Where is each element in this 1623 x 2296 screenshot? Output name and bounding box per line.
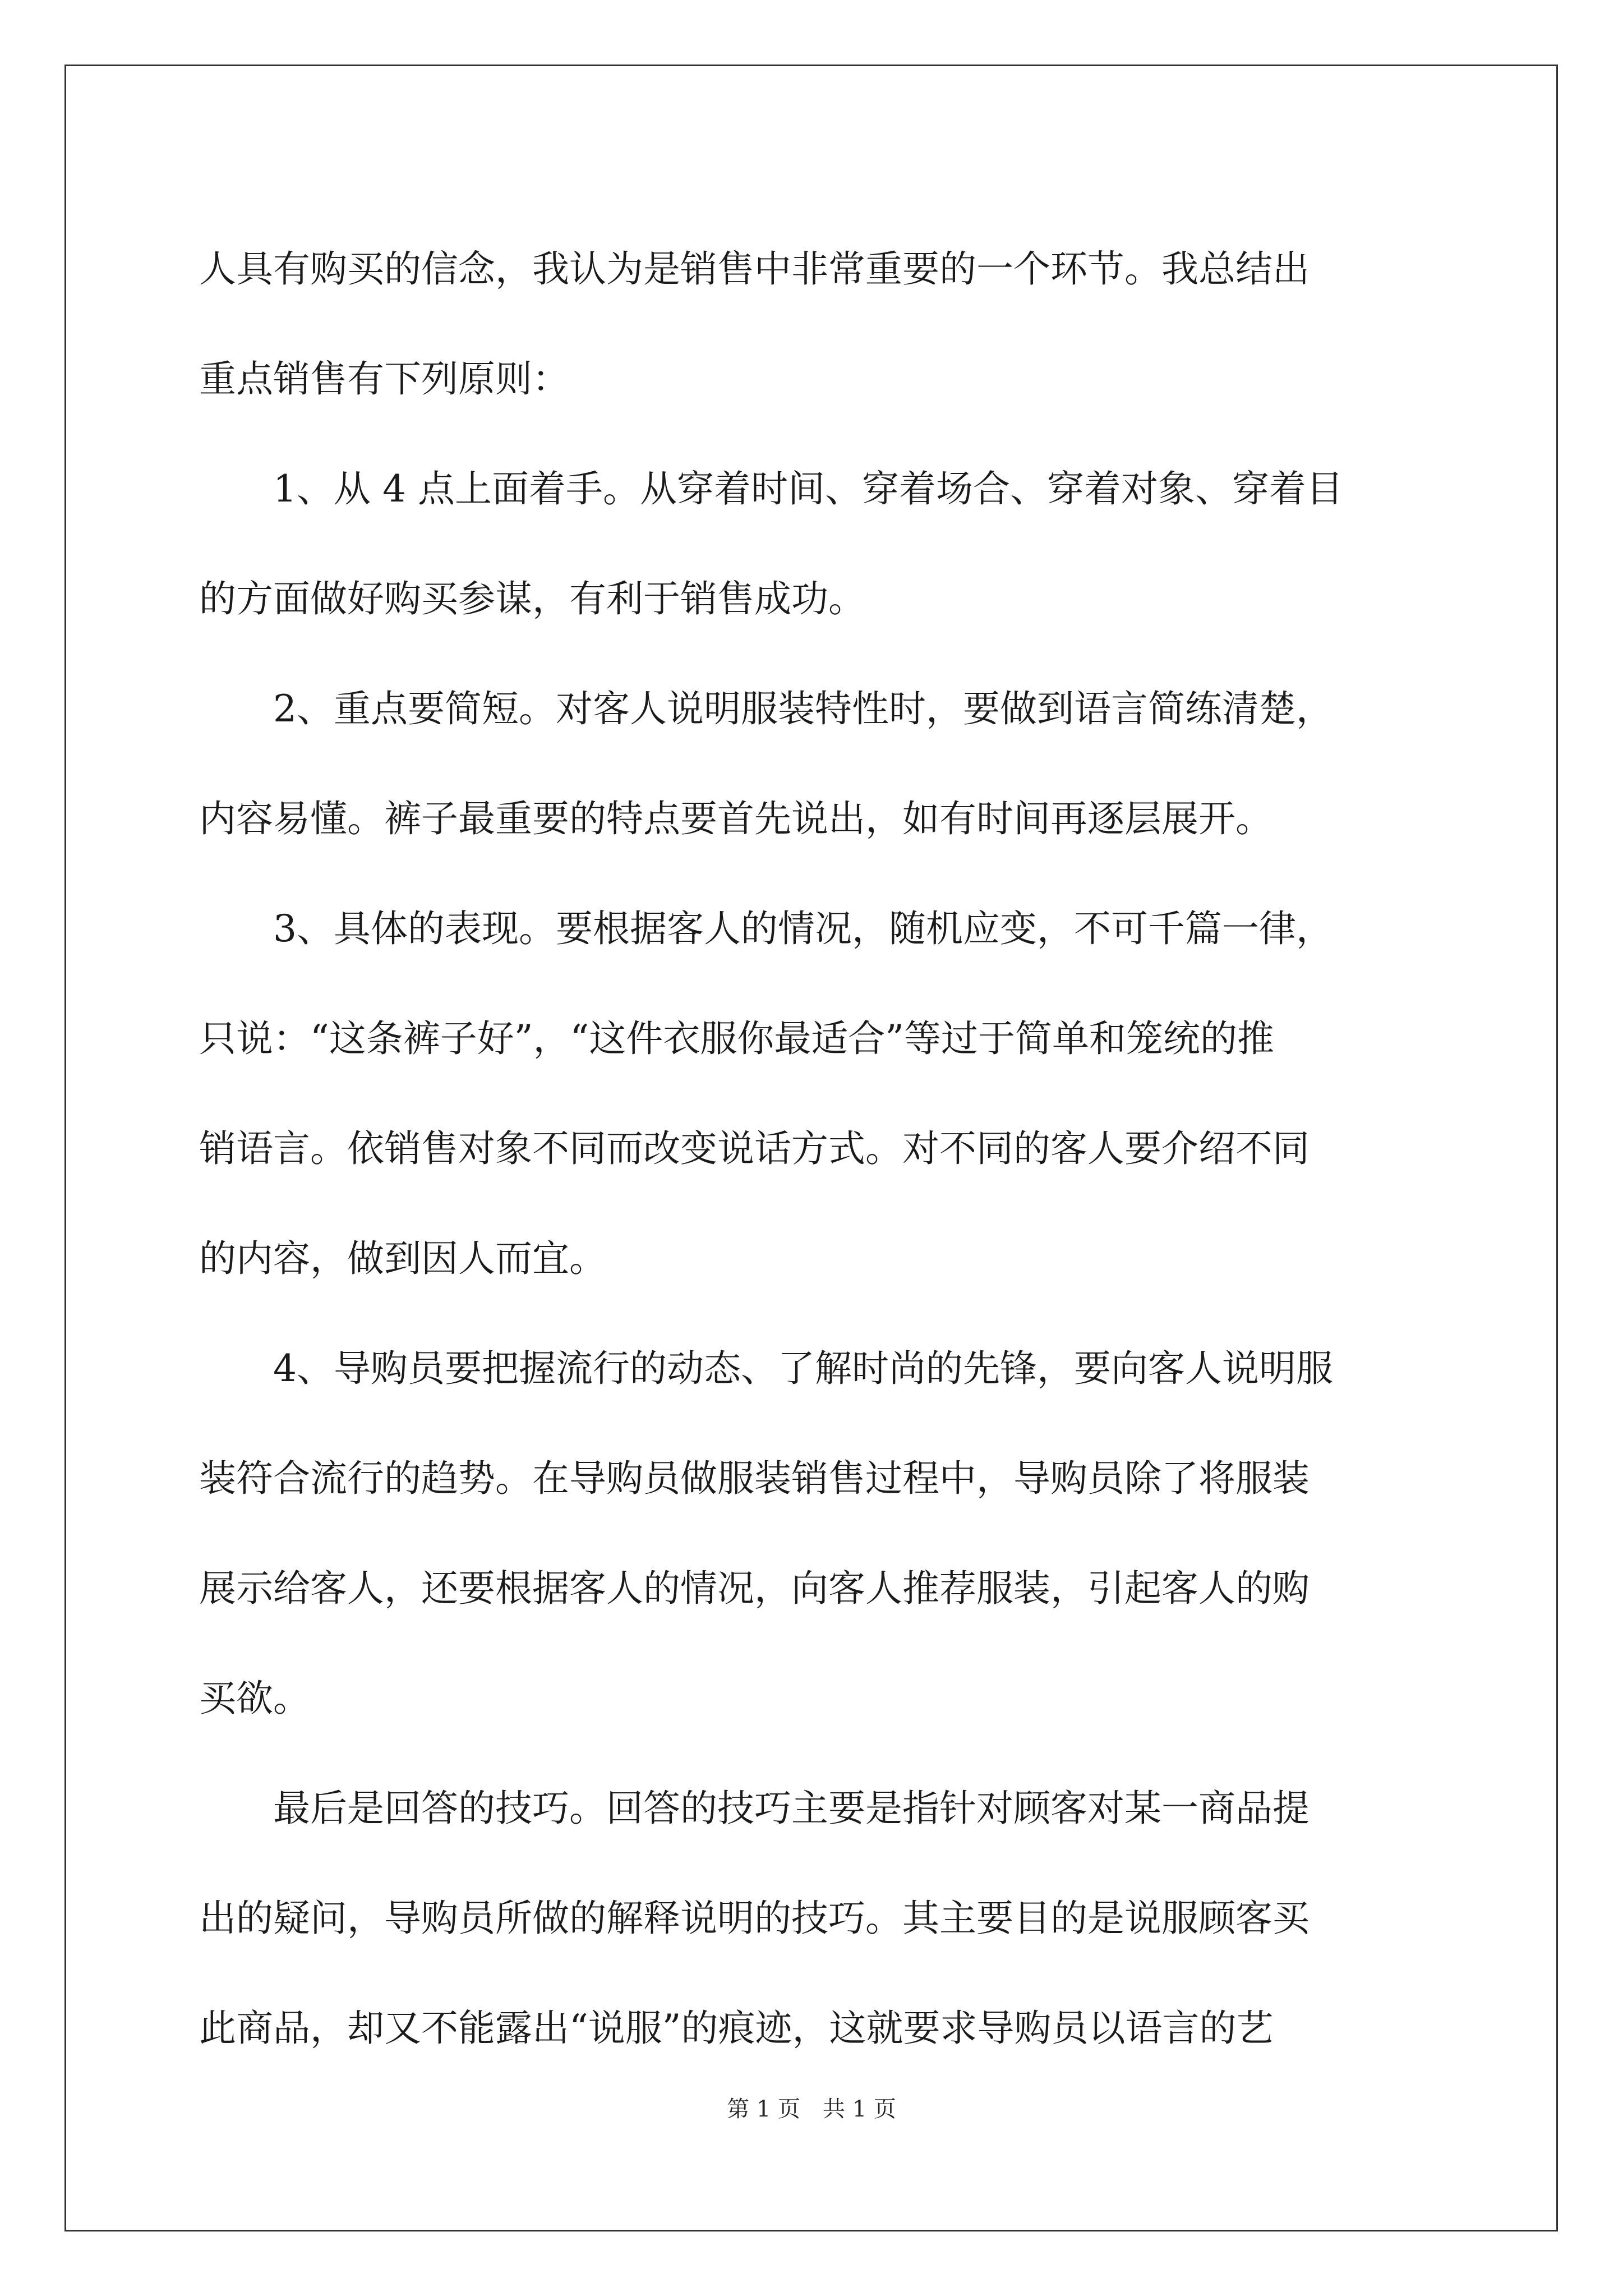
text-line: 只说：“这条裤子好”，“这件衣服你最适合”等过于简单和笼统的推 xyxy=(199,1017,1274,1060)
text-line: 4、导购员要把握流行的动态、了解时尚的先锋，要向客人说明服 xyxy=(199,1347,1333,1390)
text-line: 出的疑问，导购员所做的解释说明的技巧。其主要目的是说服顾客买 xyxy=(199,1897,1310,1940)
text-line: 人具有购买的信念，我认为是销售中非常重要的一个环节。我总结出 xyxy=(199,247,1310,291)
text-line: 的内容，做到因人而宜。 xyxy=(199,1237,606,1280)
text-line: 的方面做好购买参谋，有利于销售成功。 xyxy=(199,577,865,620)
text-line: 3、具体的表现。要根据客人的情况，随机应变，不可千篇一律， xyxy=(199,907,1333,950)
text-line: 2、重点要简短。对客人说明服装特性时，要做到语言简练清楚， xyxy=(199,687,1333,730)
text-line: 装符合流行的趋势。在导购员做服装销售过程中，导购员除了将服装 xyxy=(199,1457,1310,1500)
page-footer: 第 1 页 共 1 页 xyxy=(727,2096,896,2122)
text-line: 此商品，却又不能露出“说服”的痕迹，这就要求导购员以语言的艺 xyxy=(199,2007,1274,2050)
text-line: 最后是回答的技巧。回答的技巧主要是指针对顾客对某一商品提 xyxy=(199,1787,1310,1830)
document-body xyxy=(199,214,1450,2083)
text-line: 买欲。 xyxy=(199,1677,310,1720)
text-line: 内容易懂。裤子最重要的特点要首先说出，如有时间再逐层展开。 xyxy=(199,797,1272,840)
text-line: 销语言。依销售对象不同而改变说话方式。对不同的客人要介绍不同 xyxy=(199,1127,1310,1170)
text-line: 展示给客人，还要根据客人的情况，向客人推荐服装，引起客人的购 xyxy=(199,1567,1310,1610)
text-line: 1、从 4 点上面着手。从穿着时间、穿着场合、穿着对象、穿着目 xyxy=(199,467,1343,510)
text-line: 重点销售有下列原则： xyxy=(199,357,569,401)
